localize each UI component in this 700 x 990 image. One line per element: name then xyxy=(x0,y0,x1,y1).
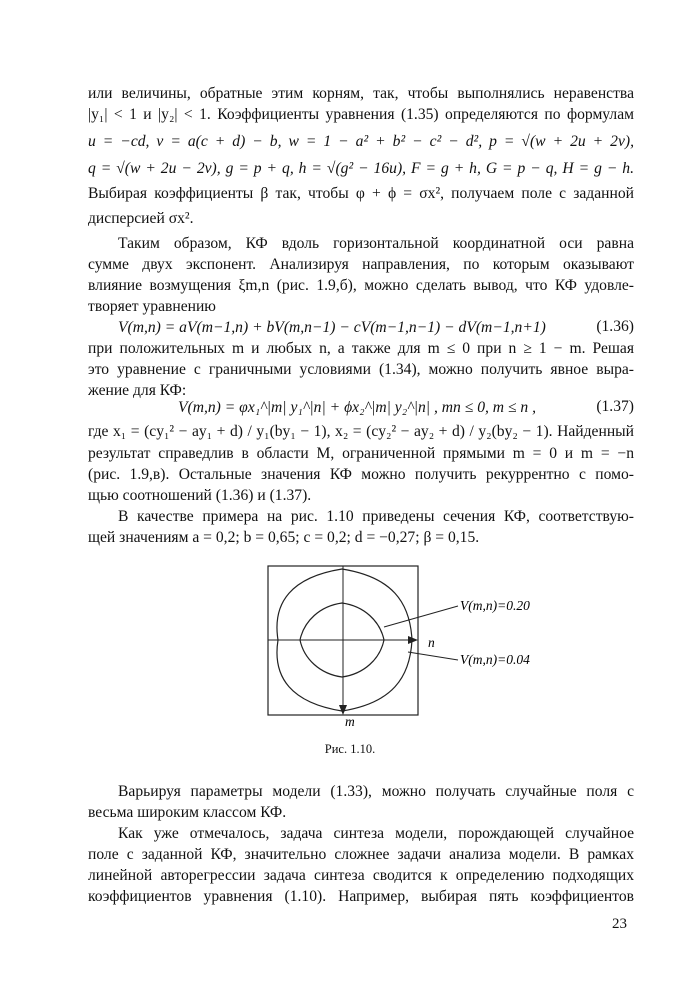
text-line: или величины, обратные этим корням, так, чтобы выполнялись неравенства xyxy=(88,85,634,102)
label-inner-contour: V(m,n)=0.04 xyxy=(460,652,530,667)
text-line: весьма широким классом КФ. xyxy=(88,804,287,821)
text-line: линейной авторегрессии задача синтеза сводится к определению подходящих xyxy=(88,867,634,884)
axis-n-label: n xyxy=(428,635,435,650)
text-line: (рис. 1.9,в). Остальные значения КФ можно получить рекуррентно с помо- xyxy=(88,466,634,483)
page-number: 23 xyxy=(612,916,627,932)
text-line: при положительных m и любых n, а также для m ≤ 0 при n ≥ 1 − m. Решая xyxy=(88,340,634,357)
equation-number: (1.36) xyxy=(596,318,634,335)
axis-n-arrow xyxy=(408,636,418,644)
leader-line-inner xyxy=(408,652,458,660)
text-line: В качестве примера на рис. 1.10 приведены сечения КФ, соответствую- xyxy=(118,508,634,525)
text-line: это уравнение с граничными условиями (1.34), можно получить явное выра- xyxy=(88,361,634,378)
text-line: щей значениям a = 0,2; b = 0,65; c = 0,2; d = −0,27; β = 0,15. xyxy=(88,529,480,546)
equation-1-37: V(m,n) = φx₁^|m| y₁^|n| + ϕx₂^|m| y₂^|n| , mn ≤ 0, m ≤ n , xyxy=(178,399,537,416)
text-line: поле с заданной КФ, значительно сложнее задачи анализа модели. В рамках xyxy=(88,846,634,863)
text-line: коэффициентов уравнения (1.10). Например, выбирая пять коэффициентов xyxy=(88,888,634,905)
text-line: дисперсией σx². xyxy=(88,210,194,227)
text-line: где x₁ = (cy₁² − ay₁ + d) / y₁(by₁ − 1), x₂ = (cy₂² − ay₂ + d) / y₂(by₂ − 1). Найденный xyxy=(88,423,634,440)
text-line: творяет уравнению xyxy=(88,298,216,315)
axis-m-label: m xyxy=(345,714,355,729)
text-line: Как уже отмечалось, задача синтеза модели, порождающей случайное xyxy=(118,825,634,842)
text-line: Выбирая коэффициенты β так, чтобы φ + ϕ = σx², получаем поле с заданной xyxy=(88,185,634,202)
text-line: Варьируя параметры модели (1.33), можно получать случайные поля с xyxy=(118,783,634,800)
label-outer-contour: V(m,n)=0.20 xyxy=(460,598,530,613)
formula-line: u = −cd, v = a(c + d) − b, w = 1 − a² + b² − c² − d², p = √(w + 2u + 2v), xyxy=(88,133,634,150)
equation-number: (1.37) xyxy=(596,398,634,415)
text-line: |y₁| < 1 и |y₂| < 1. Коэффициенты уравнения (1.35) определяются по формулам xyxy=(88,106,634,123)
formula-line: q = √(w + 2u − 2v), g = p + q, h = √(g² − 16u), F = g + h, G = p − q, H = g − h. xyxy=(88,160,634,177)
text-line: Таким образом, КФ вдоль горизонтальной координатной оси равна xyxy=(118,235,634,252)
text-line: результат справедлив в области M, ограниченной прямыми m = 0 и m = −n xyxy=(88,445,634,462)
text-line: щью соотношений (1.36) и (1.37). xyxy=(88,487,312,504)
text-line: влияние возмущения ξm,n (рис. 1.9,б), можно сделать вывод, что КФ удовле- xyxy=(88,277,634,294)
equation-1-36: V(m,n) = aV(m−1,n) + bV(m,n−1) − cV(m−1,n−1) − dV(m−1,n+1) xyxy=(118,319,546,336)
leader-line-outer xyxy=(384,606,458,627)
text-line: сумме двух экспонент. Анализируя направления, по которым оказывают xyxy=(88,256,634,273)
figure-caption: Рис. 1.10. xyxy=(324,742,376,756)
text-line: жение для КФ: xyxy=(88,382,187,399)
